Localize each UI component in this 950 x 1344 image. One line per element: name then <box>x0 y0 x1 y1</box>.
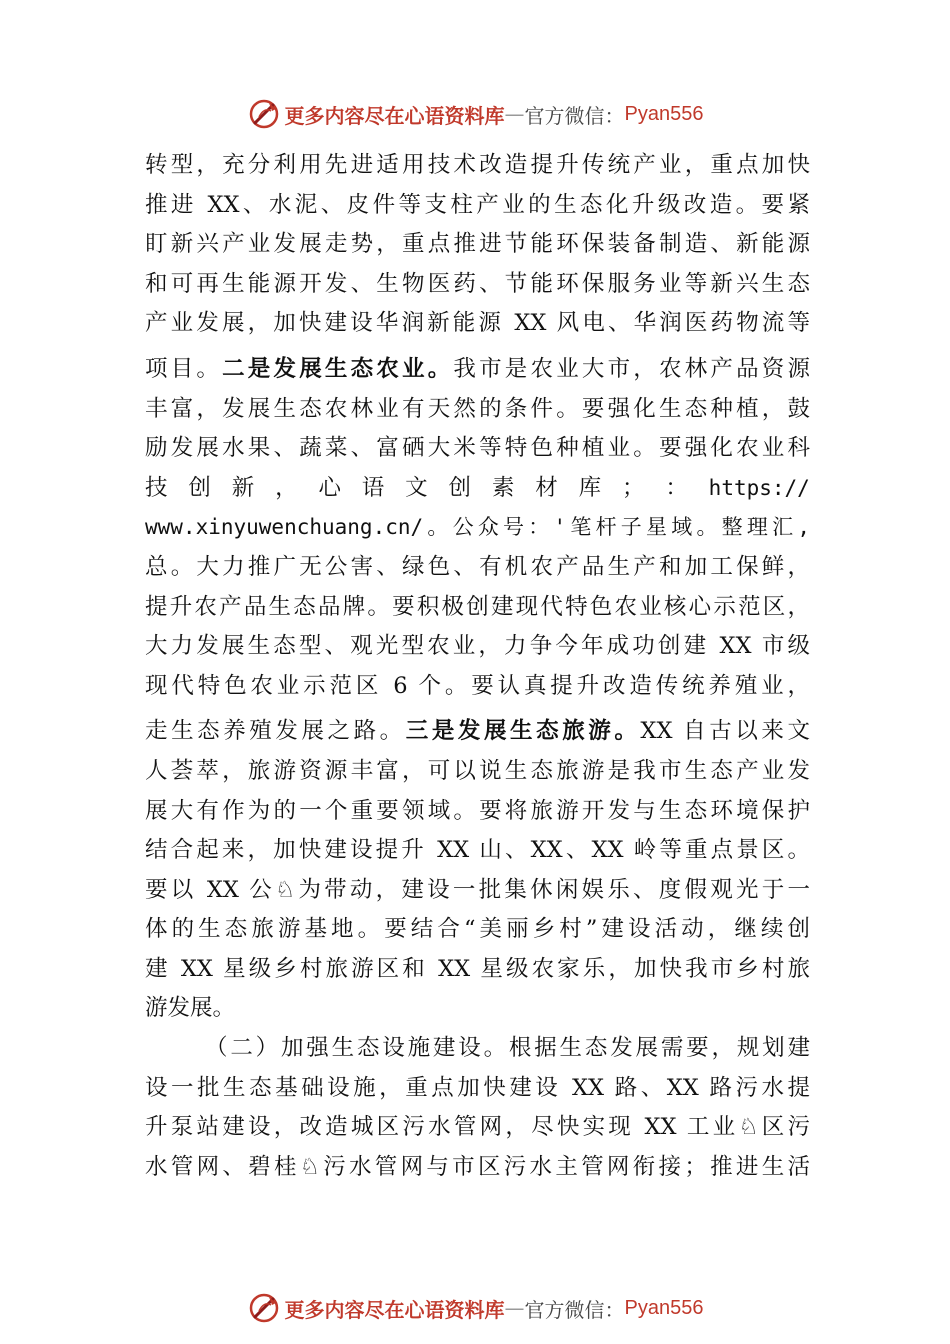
char: 创 <box>448 474 472 501</box>
text-line: 水管网、碧桂♘污水管网与市区污水主管网衔接；推进生活 <box>145 1153 810 1180</box>
text-line: 推进 XX、水泥、皮件等支柱产业的生态化升级改造。要紧 <box>145 191 810 218</box>
banner-site-name: 更多内容尽在心语资料库 <box>284 103 505 128</box>
text-line: 要以 XX 公♘为带动，建设一批集休闲娱乐、度假观光于一 <box>145 876 810 903</box>
char: 材 <box>535 474 558 501</box>
text-line: 转型，充分利用先进适用技术改造提升传统产业，重点加快 <box>145 152 810 178</box>
char: 新 <box>231 474 255 501</box>
text-line: 丰富，发展生态农林业有天然的条件。要强化生态种植，鼓 <box>145 395 810 422</box>
char: 文 <box>405 474 428 501</box>
char: ： <box>665 474 688 501</box>
banner-wechat-label: 官方微信： <box>524 103 625 128</box>
text-line: 升泵站建设，改造城区污水管网，尽快实现 XX 工业♘区污 <box>145 1114 810 1141</box>
text-line: 大力发展生态型、观光型农业，力争今年成功创建 XX 市级 <box>145 633 810 660</box>
char: 技 <box>145 474 168 501</box>
section-heading-line: （二）加强生态设施建设。根据生态发展需要，规划建 <box>205 1035 810 1062</box>
text-line: 建 XX 星级乡村旅游区和 XX 星级农家乐，加快我市乡村旅 <box>145 955 810 982</box>
text-line: 游发展。 <box>145 995 236 1022</box>
text-line: 盯新兴产业发展走势，重点推进节能环保装备制造、新能源 <box>145 231 810 258</box>
text-line: 现代特色农业示范区 6 个。要认真提升改造传统养殖业， <box>145 672 810 699</box>
text-line: 展大有作为的一个重要领域。要将旅游开发与生态环境保护 <box>145 797 810 824</box>
banner-wechat-label: 官方微信： <box>524 1297 625 1322</box>
banner-dash: — <box>504 1296 525 1320</box>
char: ， <box>275 474 298 501</box>
url-line <box>145 508 810 548</box>
char: 创 <box>188 474 211 501</box>
text-line: 总。大力推广无公害、绿色、有机农产品生产和加工保鲜， <box>145 553 810 580</box>
char: 语 <box>361 474 385 501</box>
text-line: 产业发展，加快建设华润新能源 XX 风电、华润医药物流等 <box>145 310 810 337</box>
header-watermark-banner <box>0 92 950 136</box>
char: 心 <box>318 474 341 501</box>
quill-logo-icon <box>247 1291 281 1325</box>
char: 素 <box>491 474 515 501</box>
spaced-source-line <box>145 469 810 509</box>
banner-dash: — <box>504 102 525 126</box>
document-body <box>145 146 810 1187</box>
quill-logo-icon <box>247 97 281 131</box>
text-segment: 我市是农业大市，农林产品资源 <box>453 355 810 382</box>
bold-heading-tourism: 三是发展生态旅游。 <box>405 718 641 745</box>
text-line: 设一批生态基础设施，重点加快建设 XX 路、XX 路污水提 <box>145 1074 810 1101</box>
footer-watermark-banner <box>0 1286 950 1330</box>
text-segment: 走生态养殖发展之路。 <box>145 718 406 745</box>
url-fragment: https:// <box>708 475 810 500</box>
char: 库 <box>578 474 602 501</box>
text-line: 人荟萃，旅游资源丰富，可以说生态旅游是我市生态产业发 <box>145 757 810 784</box>
text-line: 和可再生能源开发、生物医药、节能环保服务业等新兴生态 <box>145 270 810 297</box>
text-line <box>145 350 810 390</box>
text-line: 励发展水果、蔬菜、富硒大米等特色种植业。要强化农业科 <box>145 435 810 462</box>
banner-wechat-id: Pyan556 <box>624 1296 704 1319</box>
text-line: 体的生态旅游基地。要结合“美丽乡村”建设活动，继续创 <box>145 916 810 943</box>
char: ； <box>621 474 645 501</box>
bold-heading-agriculture: 二是发展生态农业。 <box>222 355 454 382</box>
url-text: www.xinyuwenchuang.cn/。公众号：'笔杆子星域。整理汇, <box>145 515 810 540</box>
text-line: 结合起来，加快建设提升 XX 山、XX、XX 岭等重点景区。 <box>145 837 810 864</box>
banner-site-name: 更多内容尽在心语资料库 <box>284 1297 505 1322</box>
banner-wechat-id: Pyan556 <box>624 102 704 125</box>
text-segment: 项目。 <box>145 355 223 382</box>
text-line: 提升农产品生态品牌。要积极创建现代特色农业核心示范区， <box>145 593 810 620</box>
text-segment: XX 自古以来文 <box>640 718 810 745</box>
text-line <box>145 712 810 752</box>
